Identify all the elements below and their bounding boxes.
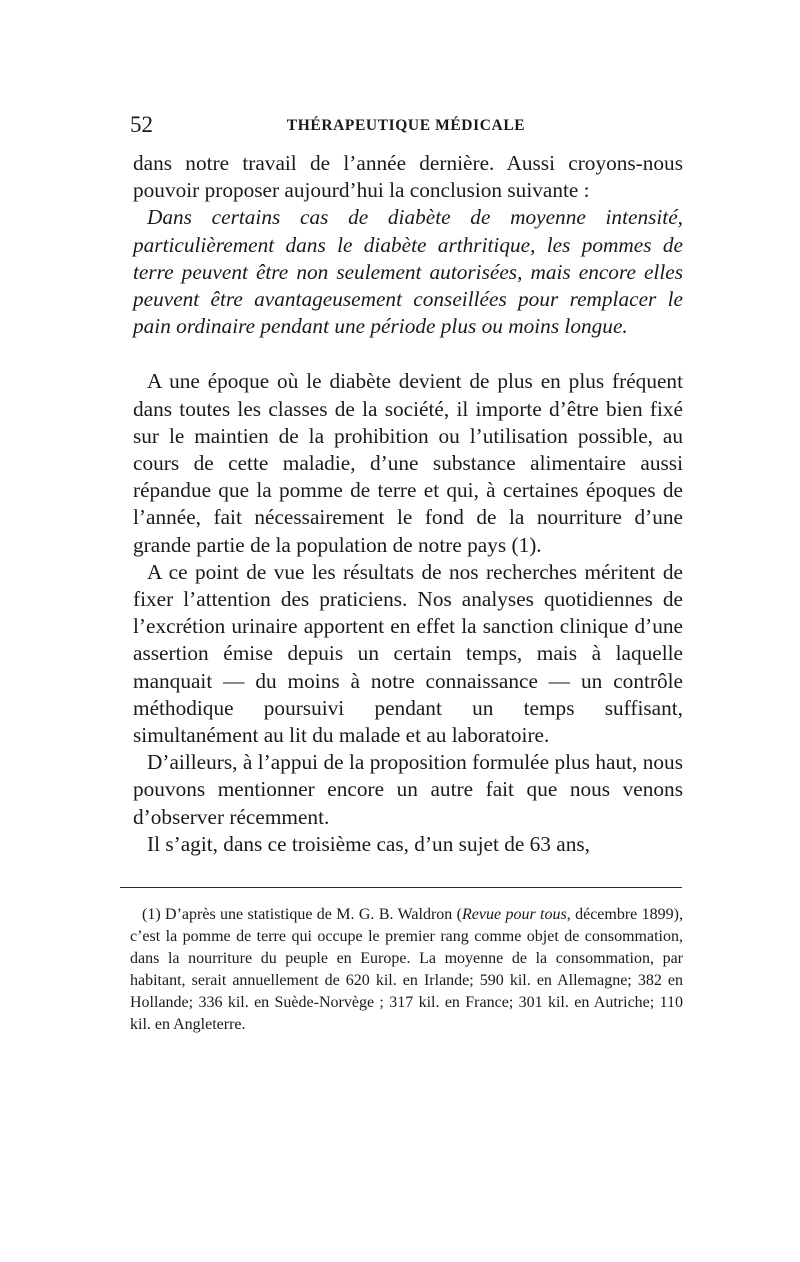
footnote-source-title: Revue pour tous <box>461 906 567 923</box>
paragraph-third-case: Il s’agit, dans ce troisième cas, d’un sujet de 63 ans, <box>147 831 590 856</box>
paragraph-research-results: A ce point de vue les résultats de nos recherches méritent de fixer l’attention des praticiens. Nos analyses quotidiennes de l’excrétion urinaire apportent en effet la sanction clinique d’une assertion émise depuis un certain temps, mais à laquelle manquait — du moins à notre connaissance — un contrôle méthodique poursuivi pendant un temps suffisant, simultanément au lit du malade et au laboratoire. <box>133 559 683 748</box>
paragraph-additional-fact: D’ailleurs, à l’appui de la proposition formulée plus haut, nous pouvons mentionner encore un autre fait que nous venons d’observer récemment. <box>133 750 683 829</box>
main-text <box>133 150 683 858</box>
paragraph-diabetes-context: A une époque où le diabète devient de plus en plus fréquent dans toutes les classes de la société, il importe d’être bien fixé sur le maintien de la prohibition ou l’utilisation possible, au cours de cette maladie, d’une substance alimentaire aussi répandue que la pomme de terre et qui, à certaines époques de l’année, fait nécessairement le fond de la nourriture d’une grande partie de la population de notre pays (1). <box>133 369 683 557</box>
paragraph-conclusion-intro: dans notre travail de l’année dernière. Aussi croyons-nous pouvoir proposer aujourd’hui la conclusion suivante : <box>133 151 683 203</box>
page-header <box>130 112 682 142</box>
footnote-text <box>130 904 683 1036</box>
footnote-lead: (1) D’après une statistique de M. G. B. Waldron ( <box>142 906 462 923</box>
footnote-divider <box>120 887 682 888</box>
footnote <box>130 904 683 1036</box>
running-title: THÉRAPEUTIQUE MÉDICALE <box>286 117 526 134</box>
page-number: 52 <box>130 112 153 137</box>
paragraph-conclusion: Dans certains cas de diabète de moyenne intensité, particulièrement dans le diabète arthritique, les pommes de terre peuvent être non seulement autorisées, mais encore elles peuvent être avantageusement conseillées pour remplacer le pain ordinaire pendant une période plus ou moins longue. <box>133 205 683 339</box>
footnote-rest: , décembre 1899), c’est la pomme de terre qui occupe le premier rang comme objet de consommation, dans la nourriture du peuple en Europe. La moyenne de la consommation, par habitant, serait annuellement de 620 kil. en Irlande; 590 kil. en Allemagne; 382 en Hollande; 336 kil. en Suède-Norvège ; 317 kil. en France; 301 kil. en Autriche; 110 kil. en Angleterre. <box>130 906 683 1033</box>
